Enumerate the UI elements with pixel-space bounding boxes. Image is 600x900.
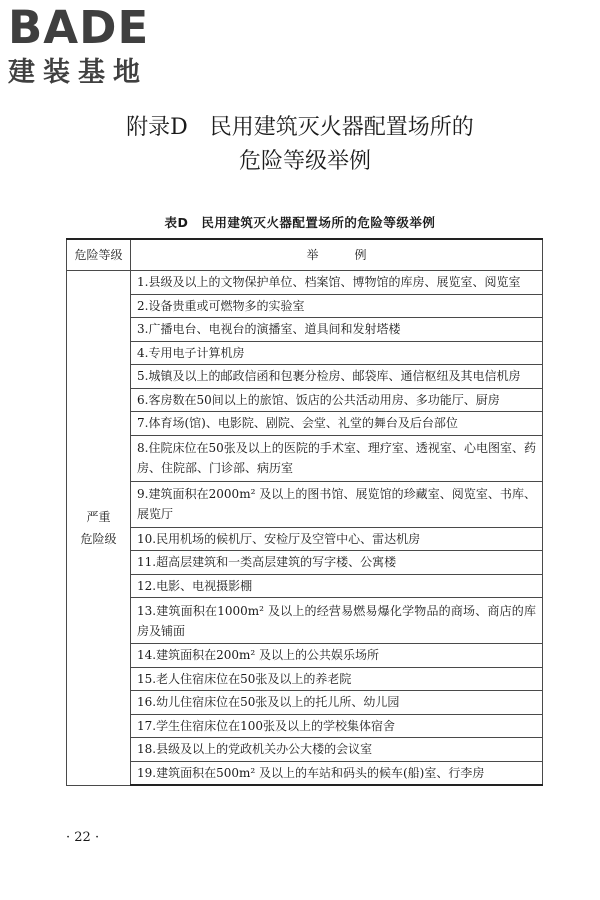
table-caption: 表D 民用建筑灭火器配置场所的危险等级举例	[164, 215, 436, 230]
table-row	[67, 412, 543, 436]
bade-logo	[8, 2, 178, 90]
table-row	[67, 318, 543, 342]
example-cell: 13.建筑面积在1000m² 及以上的经营易燃易爆化学物品的商场、商店的库房及铺面	[131, 598, 543, 644]
table-row	[67, 388, 543, 412]
example-cell: 1.县级及以上的文物保护单位、档案馆、博物馆的库房、展览室、阅览室	[131, 271, 543, 295]
example-cell: 12.电影、电视摄影棚	[131, 574, 543, 598]
hazard-level-line1: 严重	[86, 509, 111, 524]
appendix-title-line2: 危险等级举例	[238, 149, 371, 174]
table-row	[67, 667, 543, 691]
example-cell: 9.建筑面积在2000m² 及以上的图书馆、展览馆的珍藏室、阅览室、书库、展览厅	[131, 481, 543, 527]
table-row	[67, 714, 543, 738]
appendix-title	[0, 112, 600, 178]
appendix-title-line1: 附录D 民用建筑灭火器配置场所的	[126, 115, 474, 140]
table-row	[67, 761, 543, 785]
example-cell: 19.建筑面积在500m² 及以上的车站和码头的候车(船)室、行李房	[131, 761, 543, 785]
table-row	[67, 341, 543, 365]
example-cell: 7.体育场(馆)、电影院、剧院、会堂、礼堂的舞台及后台部位	[131, 412, 543, 436]
table-row	[67, 598, 543, 644]
example-cell: 17.学生住宿床位在100张及以上的学校集体宿舍	[131, 714, 543, 738]
example-cell: 2.设备贵重或可燃物多的实验室	[131, 294, 543, 318]
example-cell: 11.超高层建筑和一类高层建筑的写字楼、公寓楼	[131, 551, 543, 575]
hazard-level-cell	[67, 271, 131, 786]
table-header-row	[67, 239, 543, 271]
hazard-level-line2: 危险级	[80, 531, 117, 546]
example-cell: 14.建筑面积在200m² 及以上的公共娱乐场所	[131, 644, 543, 668]
hazard-level-table	[66, 238, 543, 786]
example-cell: 5.城镇及以上的邮政信函和包裹分检房、邮袋库、通信枢纽及其电信机房	[131, 365, 543, 389]
logo-brand: BADE	[8, 1, 150, 54]
example-cell: 8.住院床位在50张及以上的医院的手术室、理疗室、透视室、心电图室、药房、住院部、门诊部、病历室	[131, 435, 543, 481]
example-cell: 10.民用机场的候机厅、安检厅及空管中心、雷达机房	[131, 527, 543, 551]
header-examples	[131, 239, 543, 271]
table-row	[67, 271, 543, 295]
table-row	[67, 365, 543, 389]
table-row	[67, 644, 543, 668]
table-row	[67, 551, 543, 575]
table-row	[67, 481, 543, 527]
table-row	[67, 435, 543, 481]
header-hazard-level: 危险等级	[67, 239, 131, 271]
example-cell: 4.专用电子计算机房	[131, 341, 543, 365]
example-cell: 15.老人住宿床位在50张及以上的养老院	[131, 667, 543, 691]
page-number: · 22 ·	[66, 830, 100, 845]
logo-subtitle: 建装基地	[8, 57, 148, 88]
example-cell: 6.客房数在50间以上的旅馆、饭店的公共活动用房、多功能厅、厨房	[131, 388, 543, 412]
table-row	[67, 691, 543, 715]
table-row	[67, 738, 543, 762]
table-row	[67, 527, 543, 551]
table-row	[67, 574, 543, 598]
example-cell: 3.广播电台、电视台的演播室、道具间和发射塔楼	[131, 318, 543, 342]
header-examples-label: 举例	[306, 248, 403, 262]
example-cell: 18.县级及以上的党政机关办公大楼的会议室	[131, 738, 543, 762]
example-cell: 16.幼儿住宿床位在50张及以上的托儿所、幼儿园	[131, 691, 543, 715]
table-row	[67, 294, 543, 318]
